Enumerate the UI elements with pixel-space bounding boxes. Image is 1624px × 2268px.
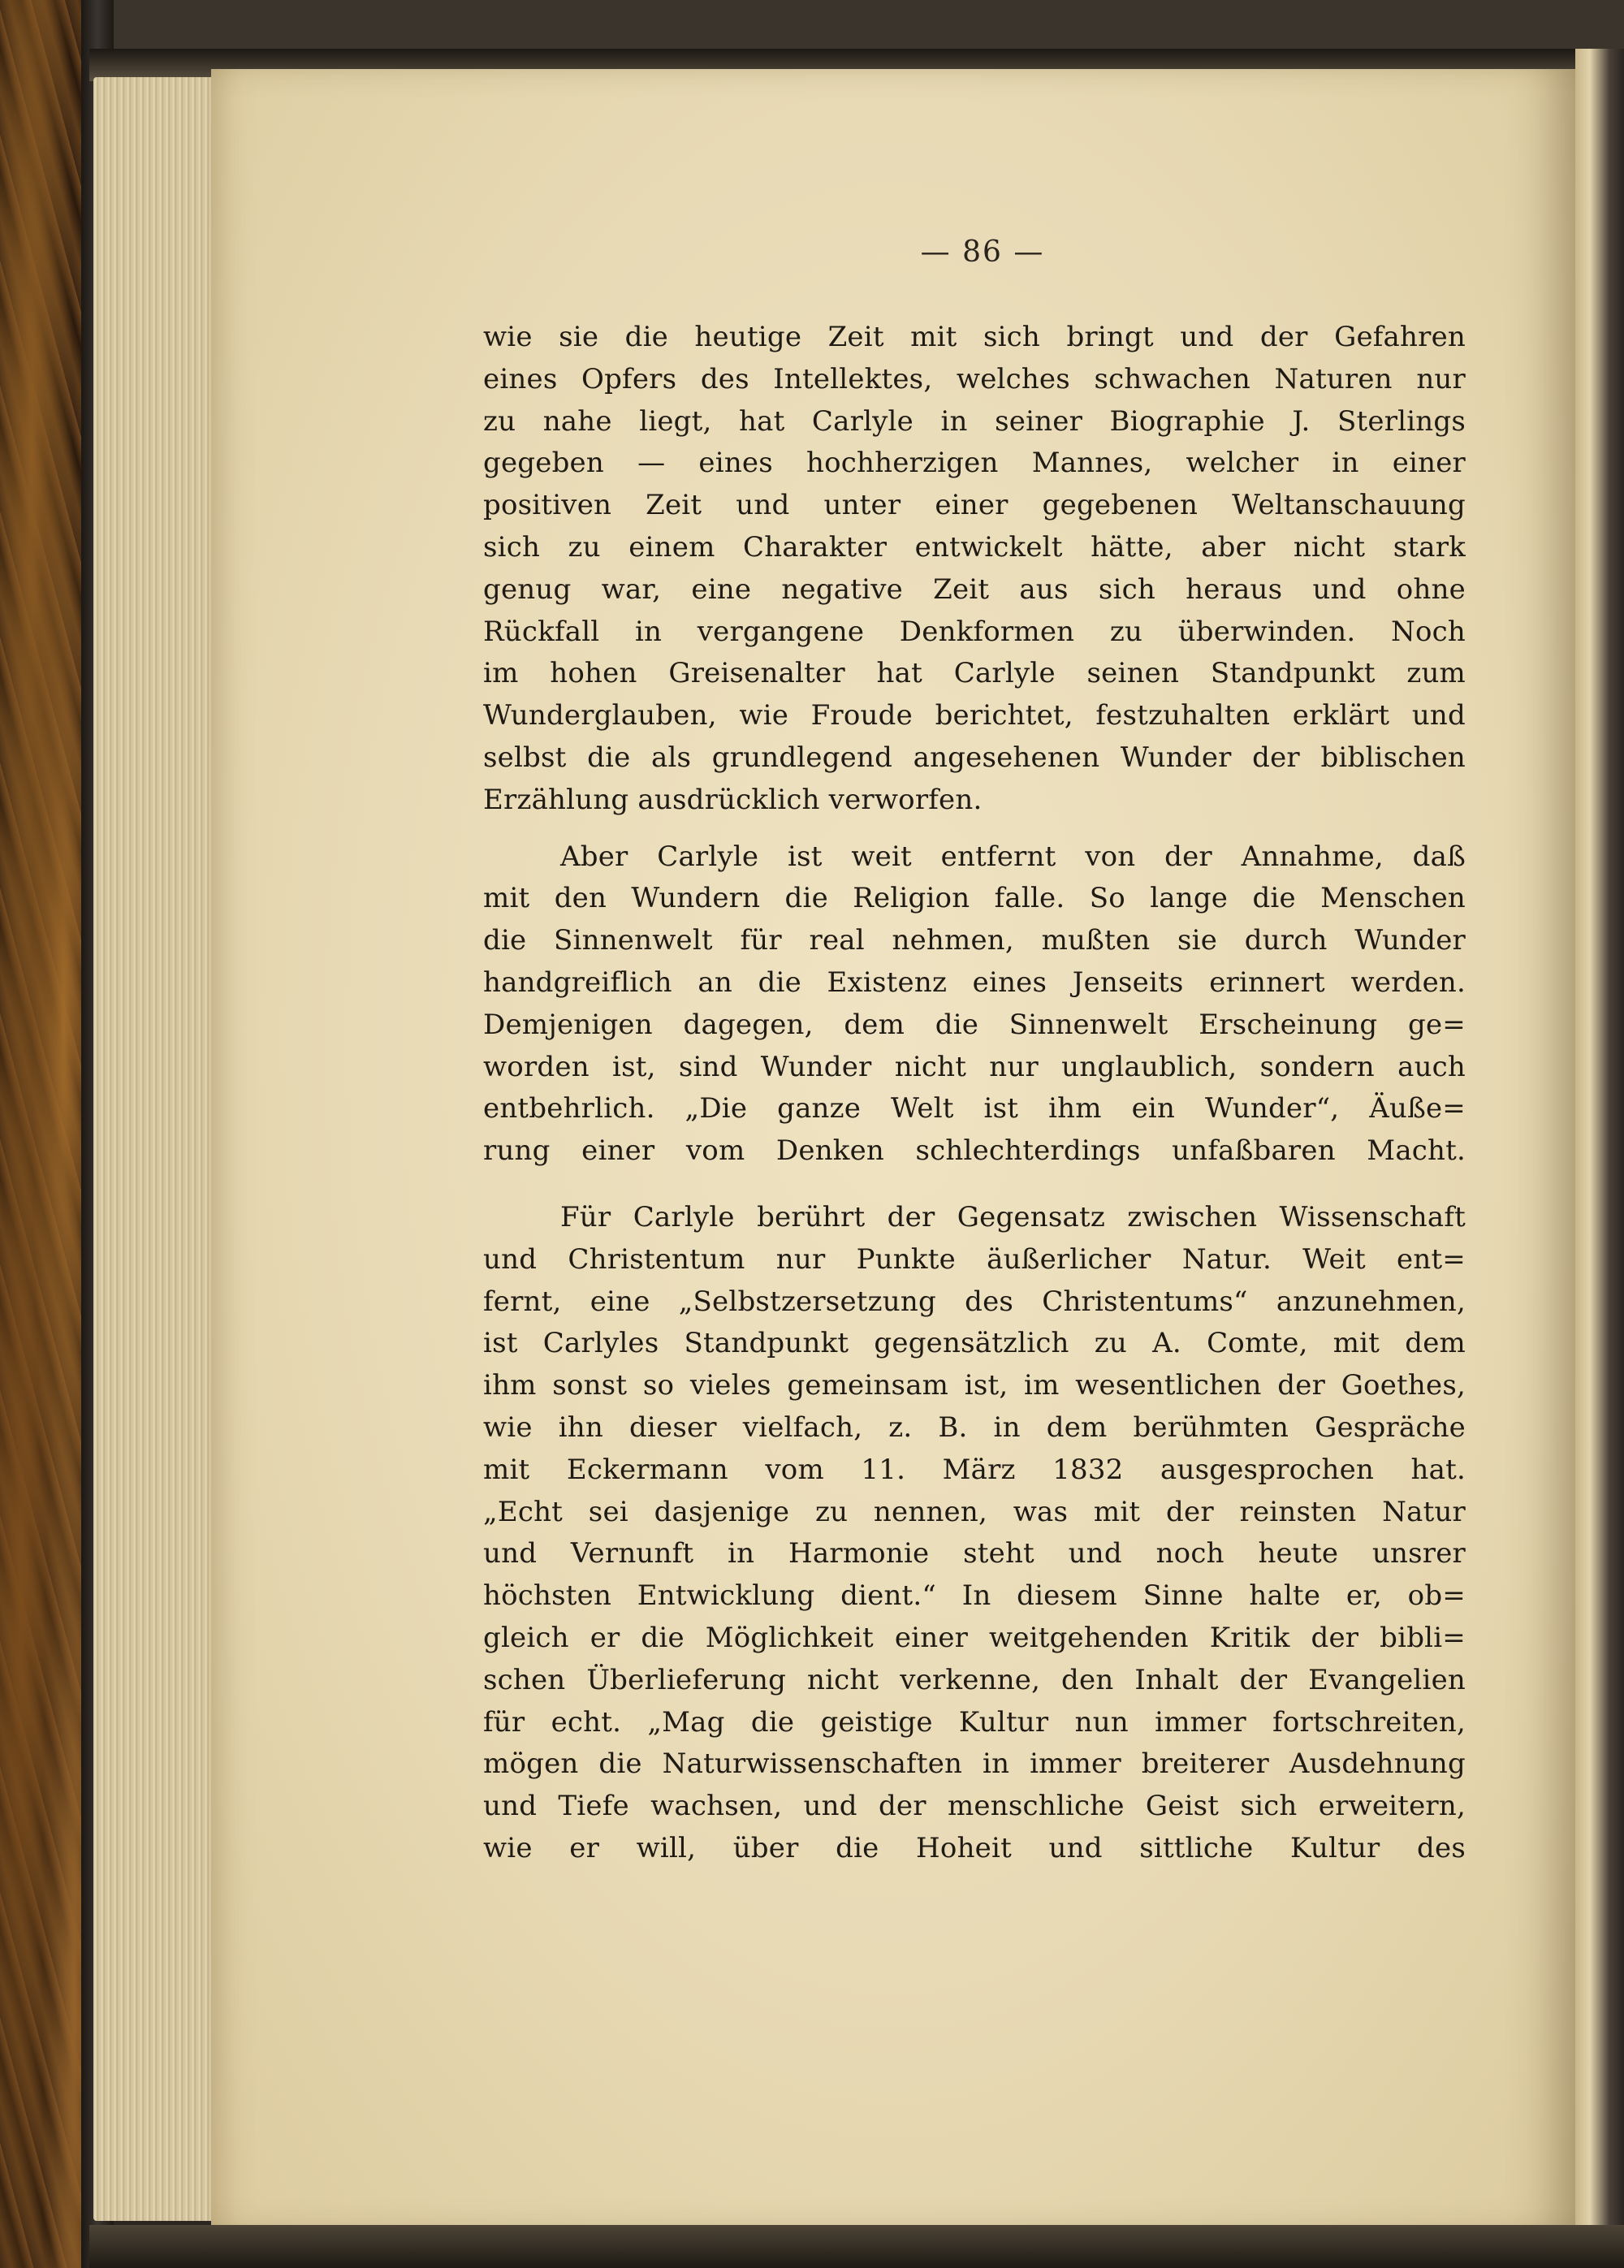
text-line: und Vernunft in Harmonie steht und noch heute unsrer: [483, 1537, 1466, 1570]
text-line: Für Carlyle berührt der Gegensatz zwischen Wissenschaft: [560, 1200, 1466, 1233]
text-line: wie ihn dieser vielfach, z. B. in dem berühmten Gespräche: [483, 1410, 1466, 1444]
text-line: selbst die als grundlegend angesehenen Wunder der biblischen: [483, 741, 1466, 774]
text-line: ihm sonst so vieles gemeinsam ist, im wesentlichen der Goethes,: [483, 1369, 1466, 1402]
text-line: sich zu einem Charakter entwickelt hätte, aber nicht stark: [483, 530, 1466, 564]
text-line: schen Überlieferung nicht verkenne, den Inhalt der Evangelien: [483, 1663, 1466, 1696]
bottom-shadow: [89, 2225, 1624, 2268]
text-line: mögen die Naturwissenschaften in immer breiterer Ausdehnung: [483, 1747, 1466, 1781]
text-line: entbehrlich. „Die ganze Welt ist ihm ein Wunder“, Äuße=: [483, 1092, 1466, 1125]
text-line: im hohen Greisenalter hat Carlyle seinen Standpunkt zum: [483, 657, 1466, 690]
text-line: eines Opfers des Intellektes, welches schwachen Naturen nur: [483, 362, 1466, 395]
text-line: Erzählung ausdrücklich verworfen.: [483, 783, 983, 816]
text-line: und Christentum nur Punkte äußerlicher Natur. Weit ent=: [483, 1242, 1466, 1276]
text-line: „Echt sei dasjenige zu nennen, was mit der reinsten Natur: [483, 1495, 1466, 1528]
paragraph-2: [483, 836, 1466, 1173]
text-line: Wunderglauben, wie Froude berichtet, festzuhalten erklärt und: [483, 699, 1466, 732]
text-line: mit den Wundern die Religion falle. So lange die Menschen: [483, 882, 1466, 915]
text-line: Aber Carlyle ist weit entfernt von der Annahme, daß: [560, 840, 1466, 873]
text-line: die Sinnenwelt für real nehmen, mußten sie durch Wunder: [483, 924, 1466, 957]
text-line: gleich er die Möglichkeit einer weitgehenden Kritik der bibli=: [483, 1621, 1466, 1654]
paragraph-3: [483, 1197, 1466, 1870]
text-line: handgreiflich an die Existenz eines Jenseits erinnert werden.: [483, 966, 1466, 999]
text-line: höchsten Entwicklung dient.“ In diesem Sinne halte er, ob=: [483, 1579, 1466, 1613]
text-line: und Tiefe wachsen, und der menschliche Geist sich erweitern,: [483, 1790, 1466, 1823]
text-line: positiven Zeit und unter einer gegebenen Weltanschauung: [483, 489, 1466, 522]
text-line: wie er will, über die Hoheit und sittliche Kultur des: [483, 1831, 1466, 1864]
text-line: rung einer vom Denken schlechterdings unfaßbaren Macht.: [483, 1134, 1466, 1168]
text-line: zu nahe liegt, hat Carlyle in seiner Biographie J. Sterlings: [483, 404, 1466, 438]
paragraph-gap: [483, 1173, 1466, 1197]
text-line: genug war, eine negative Zeit aus sich heraus und ohne: [483, 572, 1466, 606]
text-line: Demjenigen dagegen, dem die Sinnenwelt Erscheinung ge=: [483, 1008, 1466, 1041]
page-number: — 86 —: [920, 235, 1045, 269]
text-line: für echt. „Mag die geistige Kultur nun immer fortschreiten,: [483, 1705, 1466, 1739]
text-line: mit Eckermann vom 11. März 1832 ausgesprochen hat.: [483, 1453, 1466, 1486]
text-line: gegeben — eines hochherzigen Mannes, welcher in einer: [483, 447, 1466, 480]
text-line: fernt, eine „Selbstzersetzung des Christentums“ anzunehmen,: [483, 1285, 1466, 1318]
text-line: ist Carlyles Standpunkt gegensätzlich zu A. Comte, mit dem: [483, 1327, 1466, 1360]
text-line: wie sie die heutige Zeit mit sich bringt und der Gefahren: [483, 321, 1466, 353]
text-line: worden ist, sind Wunder nicht nur unglaublich, sondern auch: [483, 1050, 1466, 1083]
text-line: Rückfall in vergangene Denkformen zu überwinden. Noch: [483, 615, 1466, 648]
paragraph-gap: [483, 822, 1466, 836]
paragraph-1: [483, 317, 1466, 822]
body-text: [483, 317, 1466, 1870]
page-stack-edge: [93, 77, 223, 2221]
right-page-edge: [1575, 49, 1624, 2241]
